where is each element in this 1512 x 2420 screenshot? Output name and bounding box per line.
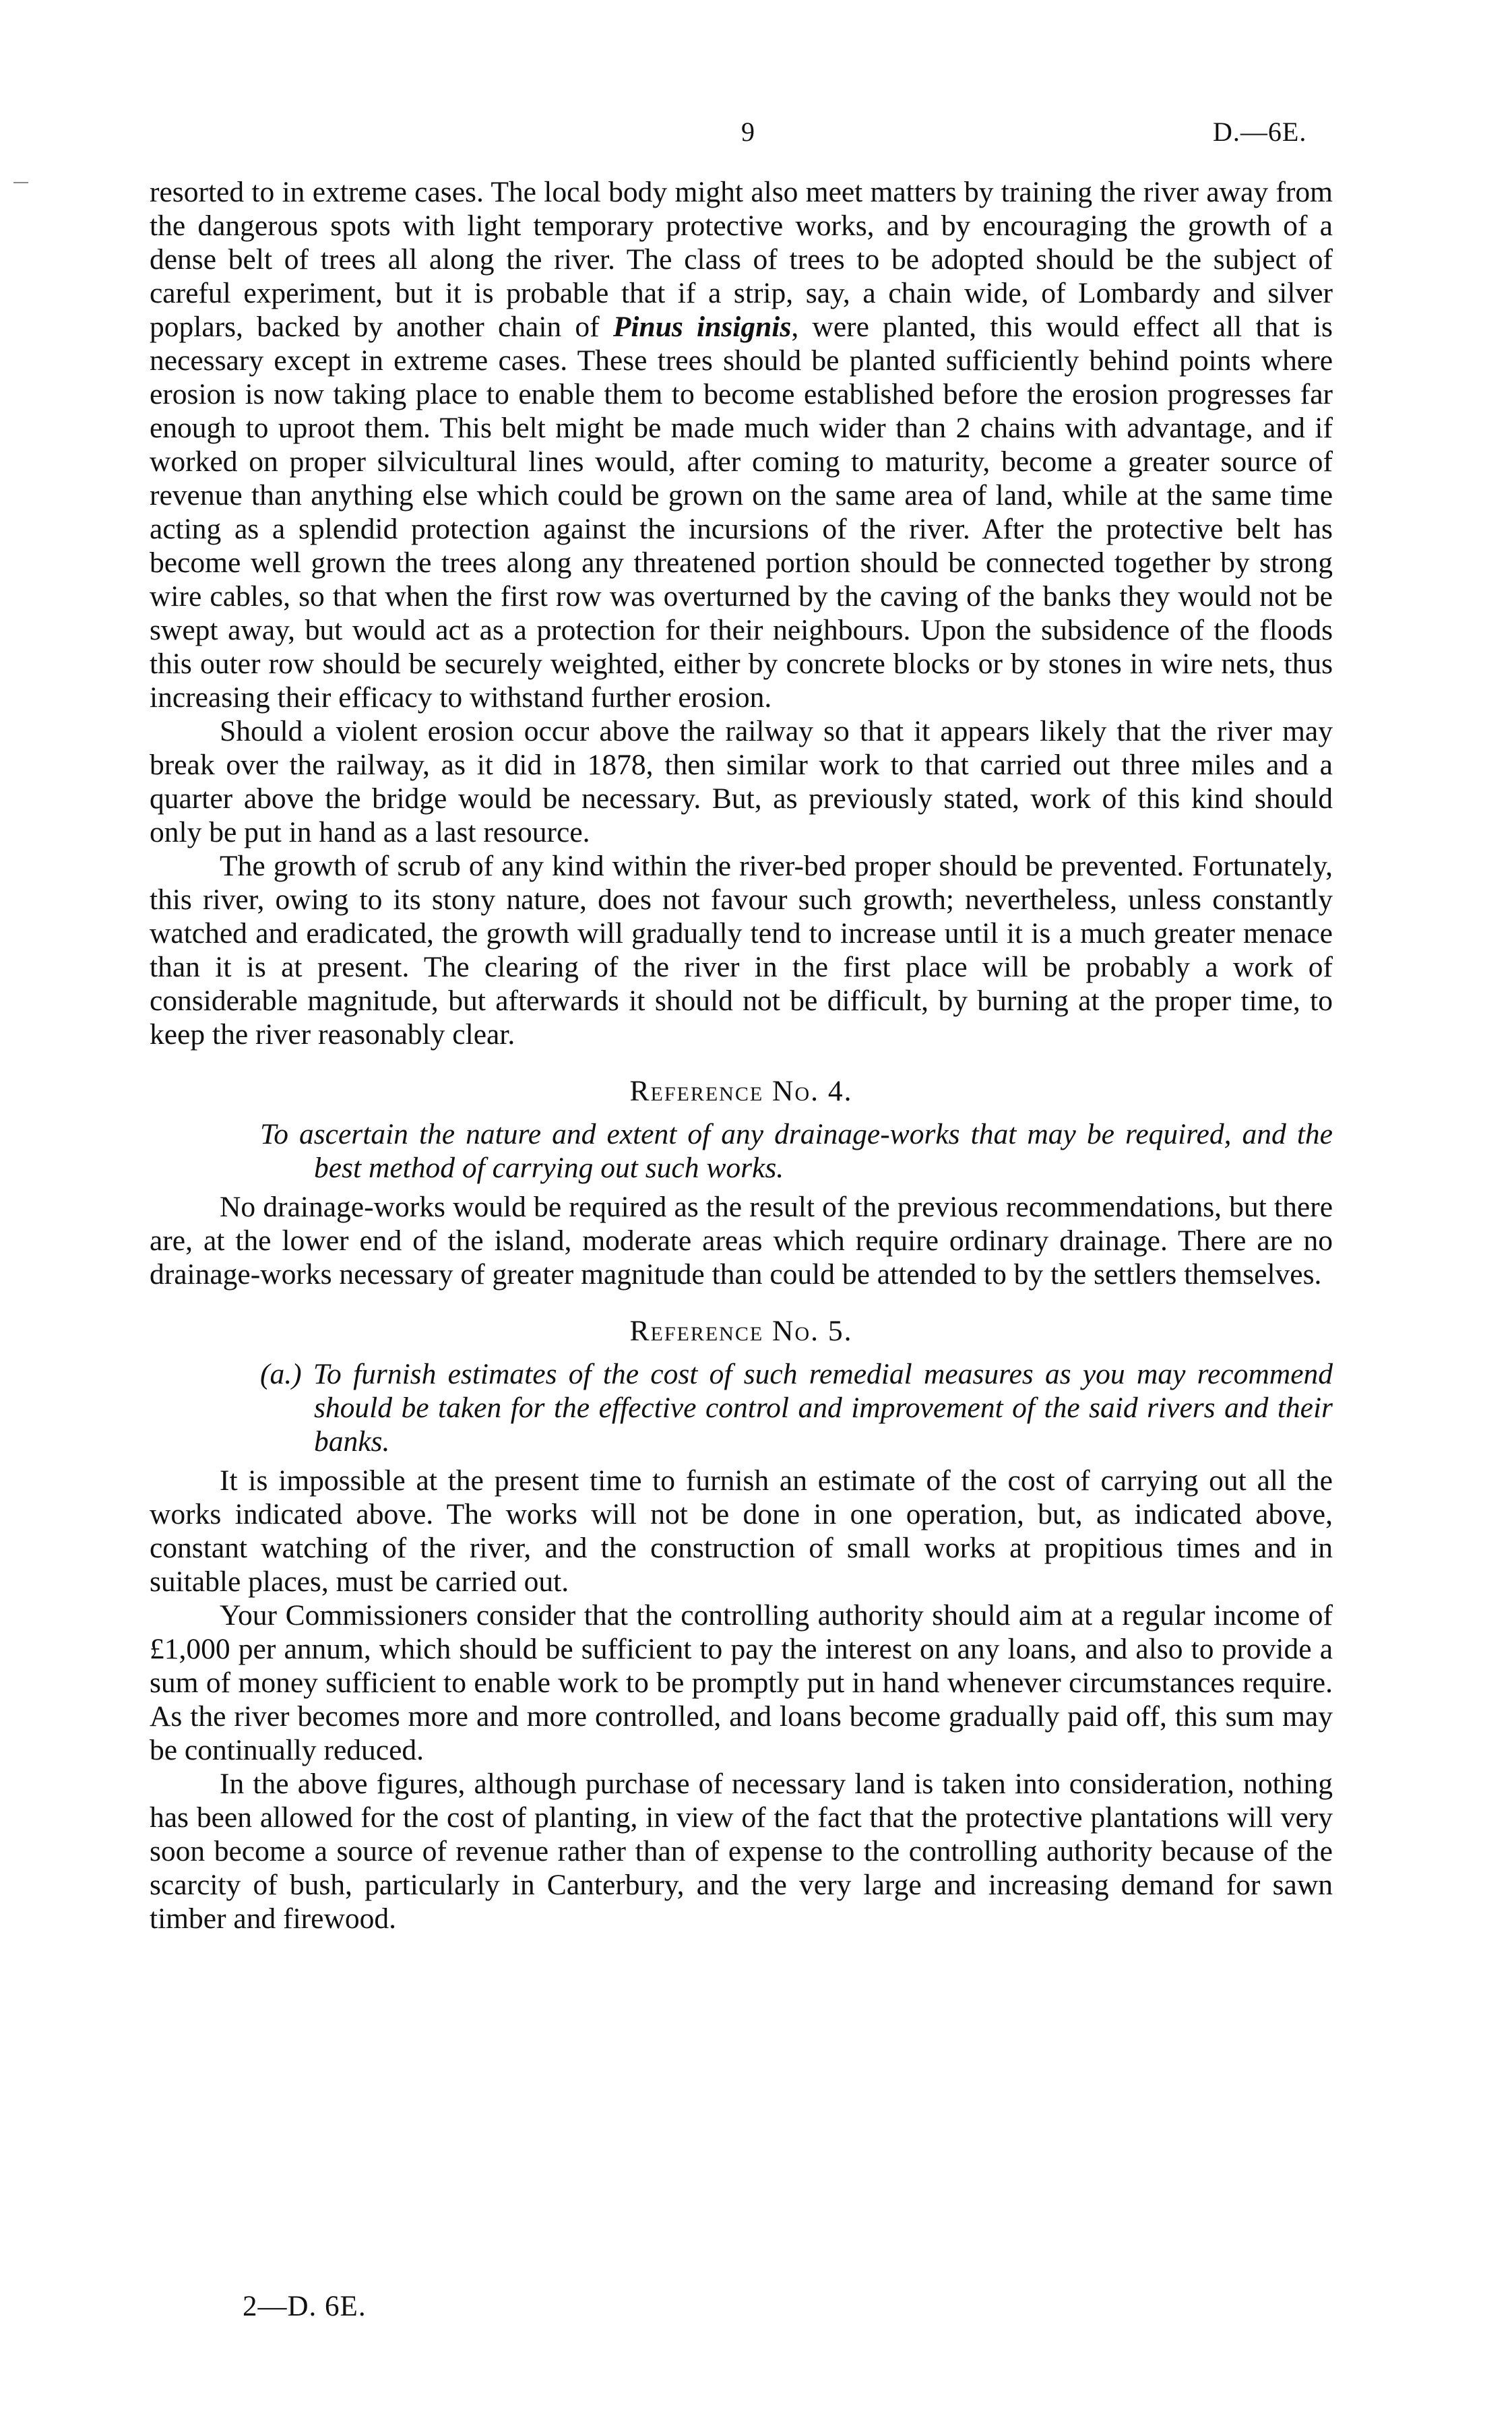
body-text — [150, 175, 1333, 1935]
species-name: Pinus insignis — [612, 311, 792, 343]
document-reference: D.—6E. — [1213, 117, 1307, 147]
paragraph-continued — [150, 175, 1333, 714]
paragraph-text: , were planted, this would effect all that is necessary except in extreme cases. These trees should be planted sufficiently behind points where erosion is now taking place to enable them to become established before the erosion progresses far enough to uproot them. This belt might be made much wider than 2 chains with advantage, and if worked on proper silvicultural lines would, after coming to maturity, become a greater source of revenue than anything else which could be grown on the same area of land, while at the same time acting as a splendid protection against the incursions of the river. After the protective belt has become well grown the trees along any threatened portion should be connected together by strong wire cables, so that when the first row was overturned by the caving of the banks they would not be swept away, but would act as a protection for their neighbours. Upon the subsidence of the floods this outer row should be securely weighted, either by concrete blocks or by stones in wire nets, thus increasing their efficacy to withstand further erosion. — [150, 311, 1333, 714]
paragraph-text: resorted to in extreme cases. The local body might also meet matters by training the river away from the dangerous spots with light temporary protective works, and by encouraging the growth of a dense belt of trees all along the river. The class of trees to be adopted should be the subject of careful experiment, but it is probable that if a strip, say, a chain wide, of Lombardy and silver poplars, backed by another chain of — [150, 176, 1333, 343]
paragraph: Should a violent erosion occur above the railway so that it appears likely that the river may break over the railway, as it did in 1878, then similar work to that carried out three miles and a quarter above the bridge would be necessary. But, as previously stated, work of this kind should only be put in hand as a last resource. — [150, 715, 1333, 848]
reference-5-heading: Reference No. 5. — [629, 1315, 853, 1347]
page-header — [0, 116, 1512, 156]
reference-4-question: To ascertain the nature and extent of any drainage-works that may be required, and the best method of carrying out such works. — [260, 1118, 1333, 1184]
page-number: 9 — [741, 117, 755, 147]
margin-mark — [13, 182, 28, 183]
reference-5-question: (a.) To furnish estimates of the cost of such remedial measures as you may recommend should be taken for the effective control and improvement of the said rivers and their banks. — [260, 1358, 1333, 1458]
reference-4-heading: Reference No. 4. — [629, 1075, 853, 1107]
paragraph: It is impossible at the present time to furnish an estimate of the cost of carrying out all the works indicated above. The works will not be done in one operation, but, as indicated above, constant watching of the river, and the construction of small works at propitious times and in suitable places, must be carried out. — [150, 1464, 1333, 1598]
paragraph: No drainage-works would be required as the result of the previous recommendations, but there are, at the lower end of the island, moderate areas which require ordinary drainage. There are no drainage-works necessary of greater magnitude than could be attended to by the settlers themselves. — [150, 1191, 1333, 1291]
paragraph: Your Commissioners consider that the controlling authority should aim at a regular income of £1,000 per annum, which should be sufficient to pay the interest on any loans, and also to provide a sum of money sufficient to enable work to be promptly put in hand whenever circumstances require. As the river becomes more and more controlled, and loans become gradually paid off, this sum may be continually reduced. — [150, 1599, 1333, 1766]
paragraph: The growth of scrub of any kind within the river-bed proper should be prevented. Fortunately, this river, owing to its stony nature, does not favour such growth; nevertheless, unless constantly watched and eradicated, the growth will gradually tend to increase until it is a much greater menace than it is at present. The clearing of the river in the first place will be probably a work of considerable magnitude, but afterwards it should not be difficult, by burning at the proper time, to keep the river reasonably clear. — [150, 850, 1333, 1051]
signature-mark: 2—D. 6E. — [243, 2291, 367, 2322]
paragraph: In the above figures, although purchase of necessary land is taken into consideration, nothing has been allowed for the cost of planting, in view of the fact that the protective plantations will very soon become a source of revenue rather than of expense to the controlling authority because of the scarcity of bush, particularly in Canterbury, and the very large and increasing demand for sawn timber and firewood. — [150, 1768, 1333, 1935]
